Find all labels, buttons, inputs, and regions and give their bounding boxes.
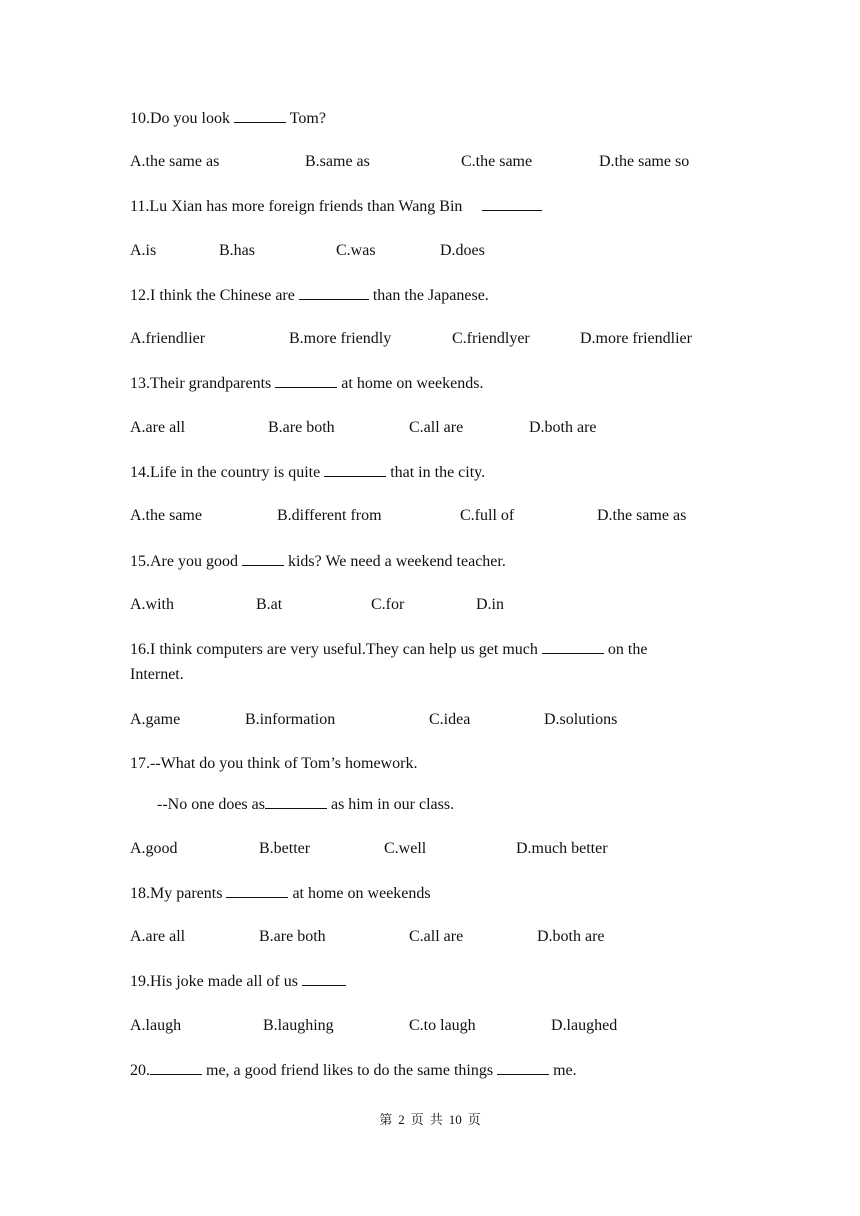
option-b: B.different from [277,507,382,524]
question-text: Tom? [286,110,326,127]
total-pages: 10 [448,1112,462,1127]
option-c: C.full of [460,507,515,524]
footer-text: 第 [379,1112,393,1127]
answer-blank [265,794,327,809]
option-a: A.game [130,711,181,728]
question-text: than the Japanese. [368,287,489,304]
question-text: 15.Are you good [130,553,242,570]
question-13 [130,373,483,394]
footer-text: 共 [429,1112,443,1127]
option-a: A.the same as [130,153,220,170]
option-d: D.both are [537,928,605,945]
question-12 [130,285,489,306]
option-a: A.with [130,596,174,613]
answer-blank [150,1060,202,1075]
question-text: 16.I think computers are very useful.They can help us get much [130,641,542,658]
option-d: D.both are [529,419,597,436]
option-d: D.laughed [551,1017,618,1034]
option-b: B.more friendly [289,330,392,347]
answer-blank [482,196,542,211]
question-11 [130,196,542,217]
option-d: D.solutions [544,711,618,728]
question-text: 18.My parents [130,885,227,902]
footer-text: 页 [410,1112,424,1127]
option-d: D.in [476,596,504,613]
question-text: as him in our class. [326,796,455,813]
option-d: D.the same as [597,507,687,524]
question-text: on the [603,641,648,658]
question-text: 14.Life in the country is quite [130,464,325,481]
option-d: D.does [440,242,485,259]
option-a: A.is [130,242,157,259]
page-number: 2 [398,1112,405,1127]
answer-blank [497,1060,549,1075]
question-text: at home on weekends [288,885,431,902]
option-b: B.information [245,711,336,728]
question-text: that in the city. [386,464,486,481]
option-c: C.idea [429,711,471,728]
option-b: B.better [259,840,311,857]
question-20 [130,1060,577,1081]
question-17-response [157,794,454,815]
answer-blank [242,551,284,566]
answer-blank [302,971,346,986]
page-footer [0,1112,860,1128]
question-text: kids? We need a weekend teacher. [283,553,506,570]
answer-blank [542,639,604,654]
option-a: A.good [130,840,178,857]
answer-blank [324,462,386,477]
question-18 [130,883,431,904]
question-text: me, a good friend likes to do the same things [202,1062,498,1079]
option-b: B.laughing [263,1017,334,1034]
option-b: B.are both [268,419,335,436]
question-text: 20. [130,1062,150,1079]
option-c: C.well [384,840,427,857]
answer-blank [299,285,369,300]
question-text: --No one does as [157,796,265,813]
option-b: B.at [256,596,283,613]
option-b: B.has [219,242,255,259]
option-d: D.much better [516,840,608,857]
option-a: A.are all [130,419,186,436]
question-text: me. [549,1062,577,1079]
option-c: C.was [336,242,376,259]
footer-text: 页 [467,1112,481,1127]
question-19 [130,971,346,992]
question-text: 11.Lu Xian has more foreign friends than Wang Bin [130,198,467,215]
option-b: B.same as [305,153,370,170]
option-b: B.are both [259,928,326,945]
question-text: 13.Their grandparents [130,375,276,392]
option-a: A.are all [130,928,186,945]
option-c: C.friendlyer [452,330,530,347]
answer-blank [226,883,288,898]
question-text: at home on weekends. [337,375,484,392]
question-16 [130,639,647,660]
option-a: A.laugh [130,1017,182,1034]
answer-blank [275,373,337,388]
question-text: 19.His joke made all of us [130,973,302,990]
question-14 [130,462,485,483]
option-d: D.the same so [599,153,690,170]
option-c: C.to laugh [409,1017,476,1034]
option-a: A.the same [130,507,202,524]
question-text: 12.I think the Chinese are [130,287,299,304]
option-c: C.all are [409,928,464,945]
option-d: D.more friendlier [580,330,692,347]
question-15 [130,551,506,572]
question-17: 17.--What do you think of Tom’s homework. [130,755,418,772]
option-a: A.friendlier [130,330,206,347]
question-16-continued: Internet. [130,666,184,683]
option-c: C.for [371,596,405,613]
answer-blank [234,108,286,123]
option-c: C.the same [461,153,533,170]
question-text: 10.Do you look [130,110,234,127]
question-10 [130,108,326,129]
option-c: C.all are [409,419,464,436]
